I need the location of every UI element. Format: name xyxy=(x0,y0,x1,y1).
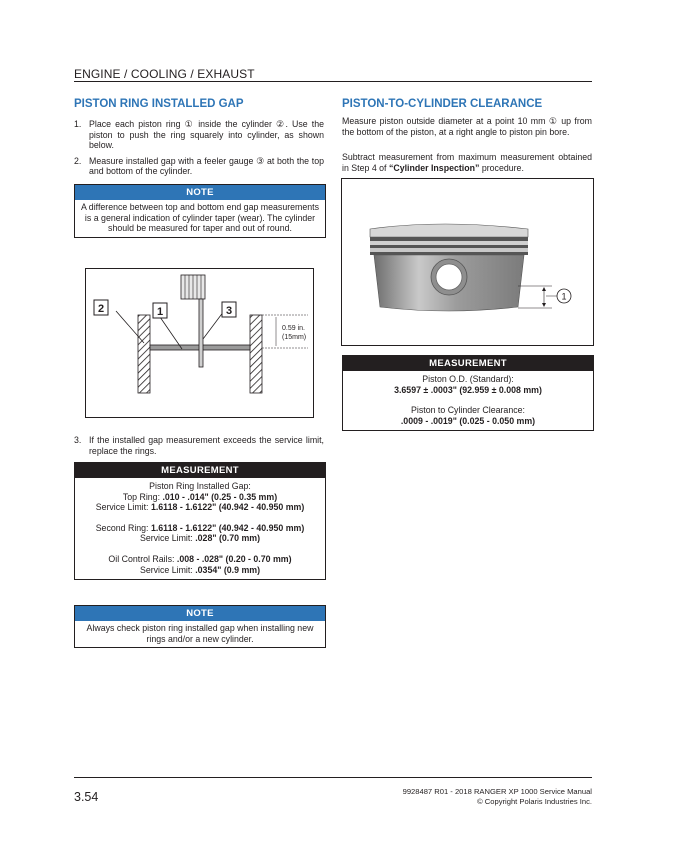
dimension-inches: 0.59 in. xyxy=(282,325,305,332)
note-box-taper xyxy=(74,184,326,238)
measurement-body xyxy=(343,371,593,430)
steps-list xyxy=(74,119,324,177)
callout-2: 2 xyxy=(97,303,105,315)
callout-1: 1 xyxy=(156,306,164,318)
footer-info xyxy=(403,787,592,806)
cylinder-wall-left xyxy=(138,315,150,393)
cylinder-wall-right xyxy=(250,315,262,393)
top-ring-row: Top Ring: .010 - .014" (0.25 - 0.35 mm) xyxy=(122,491,278,502)
second-ring-limit-row: Service Limit: .028" (0.70 mm) xyxy=(139,533,261,544)
clearance-label: Piston to Cylinder Clearance: xyxy=(411,405,525,416)
note-text: A difference between top and bottom end gap measurements is a general indication of cylinder taper (wear). The cylinder should be measured for taper and out of round. xyxy=(80,202,319,234)
piston-figure xyxy=(341,178,594,346)
section-header: ENGINE / COOLING / EXHAUST xyxy=(74,67,255,81)
top-ring-limit-row: Service Limit: 1.6118 - 1.6122" (40.942 - 40.950 mm) xyxy=(95,502,305,513)
piston-diagram xyxy=(342,179,593,345)
step-text: If the installed gap measurement exceeds the service limit, replace the rings. xyxy=(89,435,324,456)
manual-id: 9928487 R01 - 2018 RANGER XP 1000 Service Manual xyxy=(402,787,592,796)
step-3 xyxy=(74,435,324,456)
callout-1: 1 xyxy=(561,291,567,302)
oil-rails-row: Oil Control Rails: .008 - .028" (0.20 - 0.70 mm) xyxy=(108,553,292,564)
piston-od-value: 3.6597 ± .0003" (92.959 ± 0.008 mm) xyxy=(394,384,542,395)
measurement-heading: MEASUREMENT xyxy=(75,463,325,478)
note-heading: NOTE xyxy=(75,185,325,200)
step-number: 1. xyxy=(74,119,82,129)
clearance-para-1: Measure piston outside diameter at a point 10 mm ① up from the bottom of the piston, at a right angle to piston pin bore. xyxy=(342,116,592,137)
feeler-gauge-blade xyxy=(199,299,203,367)
pin-bore xyxy=(436,264,462,290)
note-heading: NOTE xyxy=(75,606,325,621)
step-text: Place each piston ring ① inside the cylinder ②. Use the piston to push the ring squarely into cylinder, as shown below. xyxy=(89,119,324,151)
ring-gap-diagram xyxy=(86,269,313,417)
piston-od-label: Piston O.D. (Standard): xyxy=(422,374,514,384)
step-number: 3. xyxy=(74,435,82,445)
measurement-heading: MEASUREMENT xyxy=(343,356,593,371)
oil-rails-limit-row: Service Limit: .0354" (0.9 mm) xyxy=(139,564,261,575)
step-text: Measure installed gap with a feeler gauge ③ at both the top and bottom of the cylinder. xyxy=(89,155,324,177)
cylinder-inspection-ref: “Cylinder Inspection” xyxy=(388,162,480,173)
note-text: Always check piston ring installed gap when installing new rings and/or a new cylinder. xyxy=(86,623,314,644)
measurement-box-ring-gap xyxy=(74,462,326,580)
dimension-mm: (15mm) xyxy=(282,334,307,341)
ring-gap-figure xyxy=(85,268,314,418)
header-rule xyxy=(74,81,592,82)
step-number: 2. xyxy=(74,155,82,166)
ring-gap-intro: Piston Ring Installed Gap: xyxy=(149,481,251,491)
clearance-value: .0009 - .0019" (0.025 - 0.050 mm) xyxy=(400,415,536,426)
second-ring-row: Second Ring: 1.6118 - 1.6122" (40.942 - 40.950 mm) xyxy=(95,522,305,533)
copyright: © Copyright Polaris Industries Inc. xyxy=(477,796,592,806)
footer-rule xyxy=(74,777,592,778)
piston-clearance-title: PISTON-TO-CYLINDER CLEARANCE xyxy=(342,98,543,110)
clearance-para-2: Subtract measurement from maximum measurement obtained in Step 4 of “Cylinder Inspection” procedure. xyxy=(342,152,592,173)
callout-3: 3 xyxy=(225,305,233,317)
note-box-install xyxy=(74,605,326,648)
step-1 xyxy=(74,119,324,151)
step-2 xyxy=(74,156,324,177)
page-number: 3.54 xyxy=(74,790,99,804)
measurement-box-piston xyxy=(342,355,594,431)
piston-ring-gap-title: PISTON RING INSTALLED GAP xyxy=(74,98,244,110)
measurement-body xyxy=(75,478,325,579)
